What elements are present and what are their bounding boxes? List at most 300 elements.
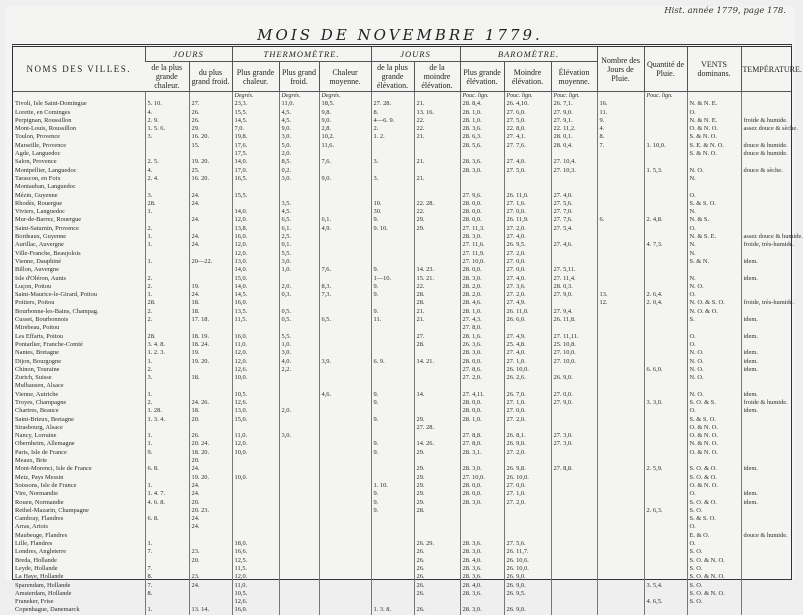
jour-moindre-elevation	[414, 192, 460, 200]
jour-froid: 20. 23.	[189, 507, 232, 515]
moindre-elevation: 27. 2,0.	[504, 225, 551, 233]
chaleur-moyenne	[319, 590, 371, 598]
plus-grand-froid: 4,5.	[279, 117, 319, 125]
jours-pluie	[597, 275, 644, 283]
plus-grand-froid	[279, 374, 319, 382]
table-row	[13, 175, 791, 183]
jour-froid: 15.	[189, 142, 232, 150]
plus-grand-froid: 5,5.	[279, 250, 319, 258]
plus-grand-froid	[279, 324, 319, 332]
vents-dominans	[687, 382, 741, 390]
jour-moindre-elevation: 21.	[414, 133, 460, 141]
plus-grande-elevation: 28. 4,0.	[460, 557, 504, 565]
jour-froid	[189, 183, 232, 191]
plus-grand-froid: 0,3.	[279, 291, 319, 299]
city-name: Sparendam, Hollande	[15, 581, 71, 589]
plus-grande-elevation: 28. 1,6.	[460, 333, 504, 341]
vents-dominans: S. O.	[687, 507, 741, 515]
jour-froid: 24.	[189, 192, 232, 200]
jour-froid: 20.	[189, 457, 232, 465]
elevation-moyenne: 27. 0,0.	[551, 391, 597, 399]
temperature	[741, 424, 791, 432]
temperature	[741, 225, 791, 233]
plus-grand-froid	[279, 416, 319, 424]
plus-grande-elevation	[460, 598, 504, 606]
temperature: idem.	[741, 490, 791, 498]
table-row	[13, 449, 791, 457]
jours-pluie	[597, 582, 644, 590]
jours-pluie: 9.	[597, 117, 644, 125]
units-blank	[145, 92, 189, 101]
quantite-pluie	[644, 515, 687, 523]
temperature: assez douce & humide.	[741, 233, 791, 241]
jour-froid: 19. 20.	[189, 158, 232, 166]
quantite-pluie: 3. 5,4.	[644, 582, 687, 590]
vents-dominans: S. O. & O.	[687, 499, 741, 507]
elevation-moyenne	[551, 540, 597, 548]
jour-chaleur: 1. 3. 4.	[145, 416, 189, 424]
vents-dominans: S. & S. O.	[687, 200, 741, 208]
jours-pluie	[597, 515, 644, 523]
temperature	[741, 208, 791, 216]
jour-chaleur: 1.	[145, 391, 189, 399]
jour-plus-grande-elevation: 9.	[371, 216, 414, 224]
table-row	[13, 490, 791, 498]
quantite-pluie	[644, 449, 687, 457]
jour-plus-grande-elevation	[371, 324, 414, 332]
city-name: Rethel-Mazarin, Champagne	[15, 506, 89, 514]
city-name: Perpignan, Roussillon	[15, 116, 72, 124]
jour-plus-grande-elevation	[371, 299, 414, 307]
vents-dominans: N. O.	[687, 374, 741, 382]
jour-chaleur: 1.	[145, 233, 189, 241]
chaleur-moyenne	[319, 416, 371, 424]
plus-grande-chaleur: 12,0.	[232, 358, 279, 366]
temperature	[741, 548, 791, 556]
jour-moindre-elevation	[414, 258, 460, 266]
units-blank	[597, 92, 644, 101]
city-name: Maubeuge, Flandres	[15, 531, 68, 539]
moindre-elevation: 27. 5,0.	[504, 167, 551, 175]
jour-froid: 24.	[189, 482, 232, 490]
jour-plus-grande-elevation: 9.	[371, 416, 414, 424]
plus-grande-elevation: 28. 0,0.	[460, 208, 504, 216]
temperature	[741, 266, 791, 274]
plus-grande-chaleur: 15,0.	[232, 275, 279, 283]
table-row	[13, 250, 791, 258]
jour-moindre-elevation: 28.	[414, 341, 460, 349]
moindre-elevation: 26. 10,0.	[504, 565, 551, 573]
plus-grande-chaleur	[232, 523, 279, 531]
plus-grand-froid	[279, 183, 319, 191]
jour-chaleur	[145, 457, 189, 465]
plus-grande-chaleur	[232, 507, 279, 515]
city-name: Montauban, Languedoc	[15, 183, 76, 191]
jour-froid	[189, 250, 232, 258]
table-row	[13, 382, 791, 390]
jour-chaleur: 1.	[145, 540, 189, 548]
chaleur-moyenne	[319, 449, 371, 457]
jour-froid: 20.	[189, 499, 232, 507]
plus-grande-elevation: 28. 3,6.	[460, 565, 504, 573]
temperature	[741, 133, 791, 141]
jour-moindre-elevation: 21.	[414, 100, 460, 108]
plus-grande-chaleur: 18,0.	[232, 540, 279, 548]
city-name: Ville-Franche, Beaujolois	[15, 249, 81, 257]
table-row	[13, 606, 791, 614]
plus-grande-chaleur: 12,6.	[232, 598, 279, 606]
temperature	[741, 598, 791, 606]
jours-pluie	[597, 407, 644, 415]
units-row	[13, 92, 791, 101]
vents-dominans: S. O. & N. O.	[687, 573, 741, 581]
plus-grande-elevation: 28. 3,1.	[460, 449, 504, 457]
table-row	[13, 258, 791, 266]
jour-froid: 26.	[189, 432, 232, 440]
jours-pluie: 16.	[597, 100, 644, 108]
vents-dominans: S. O.	[687, 548, 741, 556]
quantite-pluie	[644, 482, 687, 490]
jours-pluie	[597, 598, 644, 606]
jour-chaleur	[145, 324, 189, 332]
table-row	[13, 548, 791, 556]
plus-grande-elevation: 28. 0,0.	[460, 399, 504, 407]
vents-dominans: S. & N. O.	[687, 150, 741, 158]
jour-chaleur: 4.	[145, 109, 189, 117]
temperature: froide & humide.	[741, 117, 791, 125]
quantite-pluie: 1. 5,3.	[644, 167, 687, 175]
jour-froid: 24.	[189, 465, 232, 473]
elevation-moyenne: 27. 5,4.	[551, 225, 597, 233]
jours-pluie	[597, 308, 644, 316]
vents-dominans: N. O.	[687, 167, 741, 175]
plus-grande-elevation: 28. 3,0.	[460, 275, 504, 283]
jour-moindre-elevation: 14.	[414, 391, 460, 399]
moindre-elevation: 26. 10,6.	[504, 557, 551, 565]
vents-dominans: N. O.	[687, 358, 741, 366]
city-name: Saint-Saturnin, Provence	[15, 224, 79, 232]
table-row	[13, 366, 791, 374]
jour-chaleur: 1.	[145, 241, 189, 249]
jour-froid: 24.	[189, 241, 232, 249]
elevation-moyenne: 27. 3,0.	[551, 432, 597, 440]
jour-plus-grande-elevation	[371, 192, 414, 200]
jour-froid	[189, 590, 232, 598]
table-row	[13, 590, 791, 598]
jours-pluie	[597, 482, 644, 490]
jour-chaleur	[145, 216, 189, 224]
header-plus-grande-chaleur: Plus grande chaleur.	[232, 62, 279, 92]
moindre-elevation	[504, 532, 551, 540]
quantite-pluie	[644, 200, 687, 208]
plus-grande-chaleur: 10,5.	[232, 391, 279, 399]
quantite-pluie	[644, 333, 687, 341]
jour-moindre-elevation: 26.	[414, 565, 460, 573]
jour-froid: 18.	[189, 374, 232, 382]
quantite-pluie	[644, 432, 687, 440]
vents-dominans: S. O. & S.	[687, 399, 741, 407]
quantite-pluie	[644, 474, 687, 482]
plus-grand-froid: 0,5.	[279, 316, 319, 324]
header-jours-moindre-elevation: de la moindre élévation.	[414, 62, 460, 92]
jours-pluie	[597, 358, 644, 366]
jours-pluie	[597, 200, 644, 208]
moindre-elevation	[504, 424, 551, 432]
jour-froid: 18.	[189, 407, 232, 415]
elevation-moyenne	[551, 183, 597, 191]
chaleur-moyenne	[319, 548, 371, 556]
elevation-moyenne	[551, 299, 597, 307]
jours-pluie: 12.	[597, 299, 644, 307]
jour-moindre-elevation: 27.	[414, 333, 460, 341]
temperature	[741, 606, 791, 614]
city-name: La Haye, Hollande	[15, 573, 64, 581]
quantite-pluie: 1. 10,0.	[644, 142, 687, 150]
city-name: Dijon, Bourgogne	[15, 357, 62, 365]
temperature: idem.	[741, 499, 791, 507]
elevation-moyenne: 27. 4,0.	[551, 192, 597, 200]
jour-plus-grande-elevation: 30.	[371, 208, 414, 216]
jour-plus-grande-elevation	[371, 540, 414, 548]
jours-pluie	[597, 316, 644, 324]
city-name: Strasbourg, Alsace	[15, 423, 63, 431]
city-name: Cusset, Bourbonnois	[15, 316, 69, 324]
table-row	[13, 158, 791, 166]
jour-moindre-elevation: 26.	[414, 590, 460, 598]
table-row	[13, 283, 791, 291]
chaleur-moyenne	[319, 598, 371, 606]
table-row	[13, 416, 791, 424]
jour-chaleur: 2. 9.	[145, 117, 189, 125]
jours-pluie	[597, 399, 644, 407]
jour-moindre-elevation	[414, 523, 460, 531]
jour-froid: 17. 18.	[189, 316, 232, 324]
jours-pluie	[597, 382, 644, 390]
table-row	[13, 424, 791, 432]
document-page	[6, 6, 803, 614]
quantite-pluie	[644, 117, 687, 125]
jours-pluie	[597, 158, 644, 166]
elevation-moyenne	[551, 499, 597, 507]
plus-grande-chaleur	[232, 515, 279, 523]
chaleur-moyenne	[319, 399, 371, 407]
chaleur-moyenne: 4,9.	[319, 225, 371, 233]
moindre-elevation: 26. 9,0.	[504, 582, 551, 590]
jour-moindre-elevation: 14. 23.	[414, 266, 460, 274]
plus-grande-elevation: 27. 8,8.	[460, 432, 504, 440]
vents-dominans: N. O. & S. O.	[687, 299, 741, 307]
jour-plus-grande-elevation: 1. 2.	[371, 133, 414, 141]
chaleur-moyenne	[319, 250, 371, 258]
jour-moindre-elevation: 26. 29.	[414, 540, 460, 548]
chaleur-moyenne	[319, 349, 371, 357]
header-city-names: NOMS DES VILLES.	[13, 47, 145, 92]
jour-moindre-elevation: 29.	[414, 416, 460, 424]
city-name: Les Effarts, Poitou	[15, 332, 63, 340]
header-jours-elevation-group: JOURS	[371, 47, 460, 62]
table-row	[13, 225, 791, 233]
plus-grand-froid: 6,1.	[279, 225, 319, 233]
jour-plus-grande-elevation: 9.	[371, 490, 414, 498]
elevation-moyenne	[551, 416, 597, 424]
vents-dominans: O. & N. O.	[687, 449, 741, 457]
temperature	[741, 175, 791, 183]
jour-chaleur: 3.	[145, 133, 189, 141]
moindre-elevation	[504, 515, 551, 523]
vents-dominans	[687, 606, 741, 614]
plus-grand-froid: 11,0.	[279, 100, 319, 108]
jours-pluie	[597, 457, 644, 465]
jour-moindre-elevation	[414, 183, 460, 191]
jour-chaleur: 1.	[145, 440, 189, 448]
plus-grande-elevation: 28. 3,0.	[460, 349, 504, 357]
jour-plus-grande-elevation	[371, 407, 414, 415]
quantite-pluie	[644, 133, 687, 141]
city-name: Viviers, Languedoc	[15, 208, 66, 216]
plus-grande-elevation: 27. 2,0.	[460, 374, 504, 382]
jour-froid: 13. 14.	[189, 606, 232, 614]
chaleur-moyenne: 9,0.	[319, 117, 371, 125]
jours-pluie: 7.	[597, 142, 644, 150]
plus-grand-froid	[279, 598, 319, 606]
table-row	[13, 515, 791, 523]
jour-froid	[189, 540, 232, 548]
chaleur-moyenne	[319, 532, 371, 540]
city-name: Marseille, Provence	[15, 141, 67, 149]
plus-grande-chaleur: 10,0.	[232, 449, 279, 457]
plus-grande-elevation: 28. 3,0.	[460, 548, 504, 556]
plus-grand-froid	[279, 424, 319, 432]
table-row	[13, 291, 791, 299]
temperature: idem.	[741, 349, 791, 357]
city-name: Vire, Normandie	[15, 490, 58, 498]
plus-grande-elevation: 28. 3,6.	[460, 125, 504, 133]
plus-grand-froid: 1,0.	[279, 341, 319, 349]
plus-grande-elevation	[460, 532, 504, 540]
quantite-pluie	[644, 316, 687, 324]
jour-froid: 24.	[189, 233, 232, 241]
temperature: idem.	[741, 258, 791, 266]
jour-moindre-elevation: 29.	[414, 499, 460, 507]
jours-pluie	[597, 449, 644, 457]
chaleur-moyenne	[319, 557, 371, 565]
chaleur-moyenne: 11,6.	[319, 142, 371, 150]
jour-chaleur	[145, 507, 189, 515]
elevation-moyenne	[551, 407, 597, 415]
table-row	[13, 399, 791, 407]
jours-pluie	[597, 523, 644, 531]
jour-froid: 23.	[189, 573, 232, 581]
temperature: assez douce & sèche.	[741, 125, 791, 133]
plus-grande-chaleur: 16,6.	[232, 548, 279, 556]
jour-plus-grande-elevation	[371, 424, 414, 432]
plus-grand-froid: 2,0.	[279, 283, 319, 291]
moindre-elevation: 26. 9,0.	[504, 573, 551, 581]
elevation-moyenne	[551, 598, 597, 606]
city-name: Troyes, Champagne	[15, 398, 67, 406]
temperature	[741, 474, 791, 482]
temperature	[741, 515, 791, 523]
jour-froid: 18. 20.	[189, 449, 232, 457]
jour-chaleur	[145, 598, 189, 606]
plus-grand-froid	[279, 565, 319, 573]
jour-plus-grande-elevation: 10.	[371, 200, 414, 208]
table-row	[13, 233, 791, 241]
jour-plus-grande-elevation	[371, 557, 414, 565]
table-row	[13, 192, 791, 200]
chaleur-moyenne	[319, 490, 371, 498]
jours-pluie	[597, 366, 644, 374]
jours-pluie: 13.	[597, 291, 644, 299]
jour-chaleur: 28.	[145, 299, 189, 307]
jour-plus-grande-elevation	[371, 374, 414, 382]
chaleur-moyenne	[319, 208, 371, 216]
city-name: Bourbonne-les-Bains, Champag.	[15, 307, 99, 315]
jour-chaleur: 7.	[145, 582, 189, 590]
city-name: Tivoli, Isle Saint-Domingue	[15, 100, 87, 108]
header-chaleur-moyenne: Chaleur moyenne.	[319, 62, 371, 92]
table-row	[13, 117, 791, 125]
chaleur-moyenne	[319, 507, 371, 515]
jour-froid: 24.	[189, 216, 232, 224]
jour-chaleur: 1.	[145, 432, 189, 440]
elevation-moyenne: 27. 8,8.	[551, 465, 597, 473]
plus-grande-elevation: 28. 8,4.	[460, 100, 504, 108]
jour-chaleur	[145, 523, 189, 531]
plus-grande-elevation: 27. 4,11.	[460, 391, 504, 399]
plus-grande-elevation: 28. 3,0.	[460, 606, 504, 614]
plus-grand-froid: 0,5.	[279, 308, 319, 316]
jour-plus-grande-elevation: 9.	[371, 499, 414, 507]
header-jours-chaleur: de la plus grande chaleur.	[145, 62, 189, 92]
jour-chaleur: 1.	[145, 208, 189, 216]
table-row	[13, 266, 791, 274]
unit-thermo-chaleur: Degrés.	[232, 92, 279, 101]
jour-froid: 16. 20.	[189, 175, 232, 183]
chaleur-moyenne	[319, 424, 371, 432]
city-name: Soissons, Isle de France	[15, 481, 77, 489]
quantite-pluie: 4. 6,5.	[644, 598, 687, 606]
vents-dominans: N. O. & O.	[687, 308, 741, 316]
temperature	[741, 341, 791, 349]
moindre-elevation: 27. 4,0.	[504, 233, 551, 241]
elevation-moyenne	[551, 250, 597, 258]
quantite-pluie	[644, 590, 687, 598]
table-row	[13, 407, 791, 415]
header-vents: VENTS dominans.	[687, 47, 741, 92]
plus-grande-chaleur: 16,5.	[232, 175, 279, 183]
temperature	[741, 540, 791, 548]
jour-chaleur: 2.	[145, 308, 189, 316]
jour-moindre-elevation	[414, 167, 460, 175]
jour-froid: 20.	[189, 416, 232, 424]
jour-chaleur: 9.	[145, 449, 189, 457]
plus-grande-chaleur: 15,0.	[232, 416, 279, 424]
chaleur-moyenne: 2,8.	[319, 125, 371, 133]
table-row	[13, 142, 791, 150]
plus-grande-chaleur	[232, 382, 279, 390]
chaleur-moyenne	[319, 233, 371, 241]
jour-froid	[189, 225, 232, 233]
jours-pluie	[597, 241, 644, 249]
plus-grand-froid	[279, 299, 319, 307]
moindre-elevation: 27. 1,0.	[504, 490, 551, 498]
plus-grand-froid	[279, 507, 319, 515]
jour-plus-grande-elevation: 2.	[371, 125, 414, 133]
jour-froid: 20.	[189, 557, 232, 565]
table-row	[13, 133, 791, 141]
jours-pluie	[597, 250, 644, 258]
